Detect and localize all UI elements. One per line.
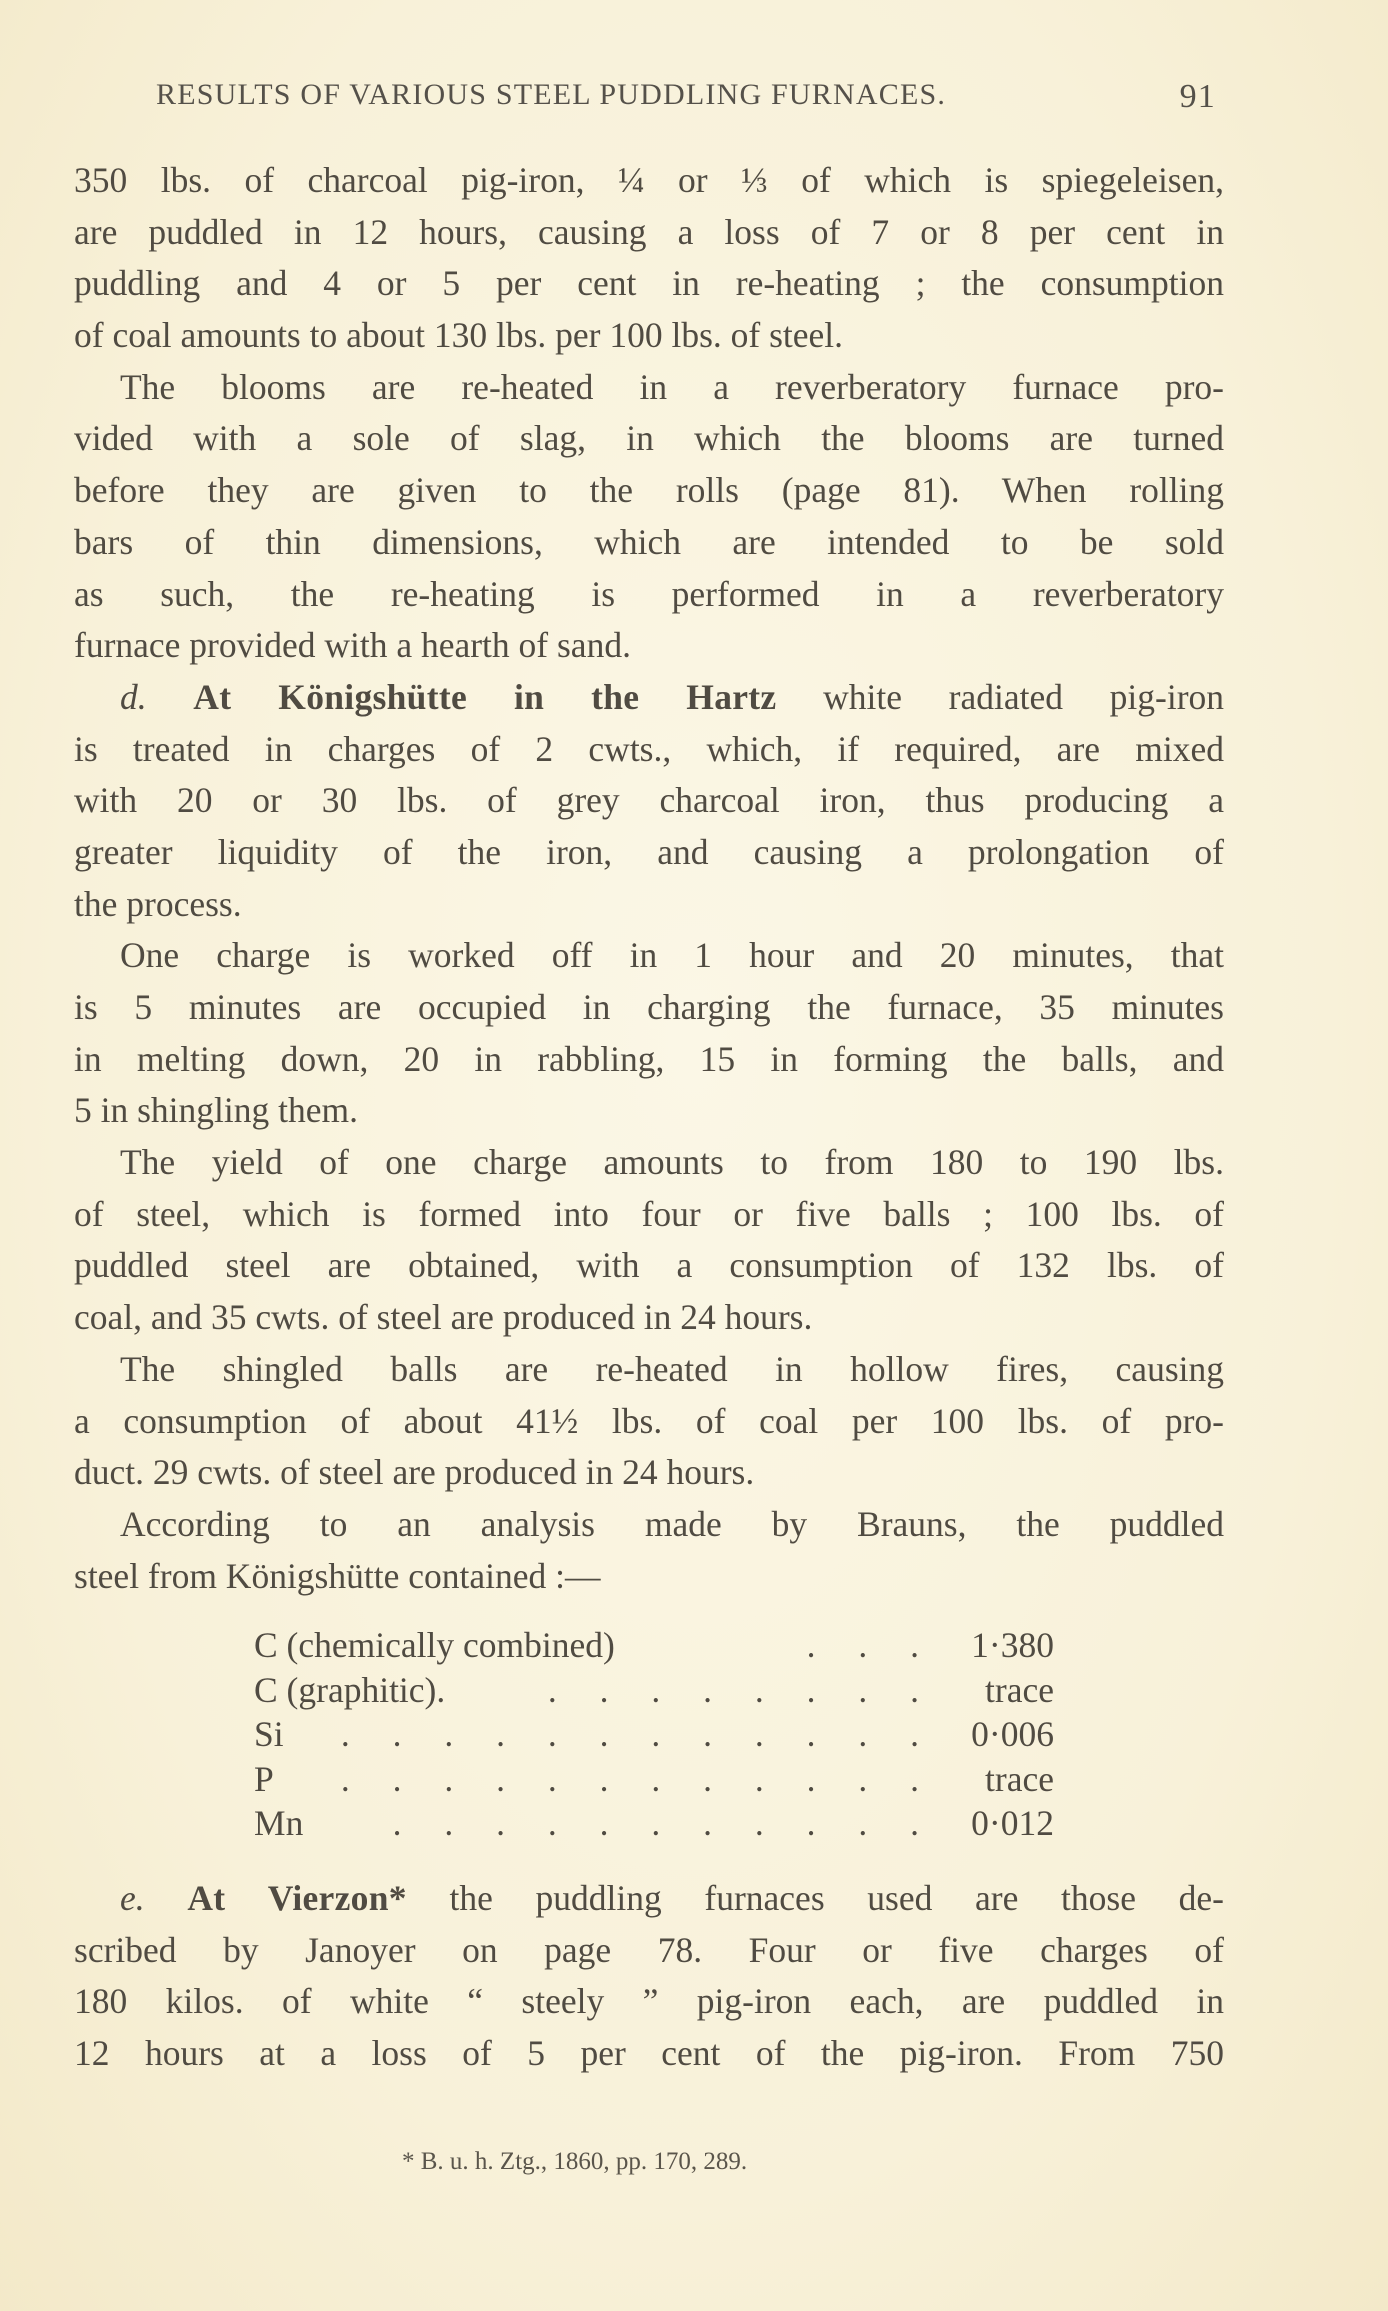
paragraph-continuation <box>74 155 1224 362</box>
text-line: in melting down, 20 in rabbling, 15 in forming the balls, and <box>74 1038 1224 1079</box>
text-line: puddled steel are obtained, with a consumption of 132 lbs. of <box>74 1245 1224 1286</box>
text-line <box>74 1872 1224 1924</box>
analysis-row <box>254 1757 1054 1802</box>
element-name: P <box>254 1758 274 1799</box>
text-line: is 5 minutes are occupied in charging the furnace, 35 minutes <box>74 987 1224 1027</box>
text-line: 350 lbs. of charcoal pig-iron, ¼ or ⅓ of which is spiegeleisen, <box>74 160 1224 200</box>
paragraph-shingled-balls <box>74 1344 1224 1499</box>
text-line: before they are given to the rolls (page 81). When rolling <box>74 470 1224 511</box>
element-name: Mn <box>254 1803 304 1843</box>
text-line: are puddled in 12 hours, causing a loss of 7 or 8 per cent in <box>74 211 1224 252</box>
text-line: with 20 or 30 lbs. of grey charcoal iron, thus producing a <box>74 780 1224 821</box>
element-name: Si <box>254 1714 284 1754</box>
running-head <box>156 78 1216 115</box>
text-line: 5 in shingling them. <box>74 1090 358 1131</box>
footnote <box>402 2148 747 2176</box>
analysis-row <box>254 1668 1054 1713</box>
text-line <box>74 672 1224 724</box>
text-line: The blooms are re-heated in a reverberatory furnace pro- <box>120 366 1224 407</box>
dot-leader: . . . . . . . . . . . <box>392 1803 936 1843</box>
text-line: According to an analysis made by Brauns, the puddled <box>120 1503 1224 1544</box>
element-value: trace <box>985 1669 1054 1710</box>
text-line: duct. 29 cwts. of steel are produced in 24 hours. <box>74 1452 755 1493</box>
running-title: RESULTS OF VARIOUS STEEL PUDDLING FURNACES. <box>156 78 947 111</box>
text-line: is treated in charges of 2 cwts., which, if required, are mixed <box>74 728 1224 769</box>
element-value: 0·006 <box>971 1714 1054 1754</box>
page-number: 91 <box>1179 78 1216 115</box>
text-line: One charge is worked off in 1 hour and 20 minutes, that <box>120 935 1224 976</box>
text-line: of steel, which is formed into four or five balls ; 100 lbs. of <box>74 1193 1224 1234</box>
dot-leader: . . . . . . . . <box>547 1669 936 1710</box>
element-value: 0·012 <box>971 1803 1054 1843</box>
analysis-table <box>254 1623 1054 1846</box>
text-line: a consumption of about 41½ lbs. of coal per 100 lbs. of pro- <box>74 1400 1224 1441</box>
text-line: bars of thin dimensions, which are intended to be sold <box>74 521 1224 562</box>
element-name: C (graphitic). <box>254 1669 446 1710</box>
text-line: 12 hours at a loss of 5 per cent of the pig-iron. From 750 <box>74 2033 1224 2074</box>
analysis-row <box>254 1712 1054 1757</box>
dot-leader: . . . . . . . . . . . . <box>340 1714 936 1754</box>
dot-leader: . . . . . . . . . . . . <box>340 1758 936 1799</box>
text-line: greater liquidity of the iron, and causing a prolongation of <box>74 831 1224 872</box>
text-span: the puddling furnaces used are those de- <box>449 1878 1224 1918</box>
text-line: The shingled balls are re-heated in hollow fires, causing <box>120 1348 1224 1389</box>
section-label: d. <box>120 676 147 717</box>
section-lead: At Vierzon* <box>187 1878 407 1918</box>
text-line: puddling and 4 or 5 per cent in re-heating ; the consumption <box>74 263 1224 304</box>
paragraph-charge-timing <box>74 930 1224 1137</box>
paragraph-blooms <box>74 362 1224 672</box>
footnote-text: B. u. h. Ztg., 1860, pp. 170, 289. <box>420 2148 748 2175</box>
text-line: coal, and 35 cwts. of steel are produced in 24 hours. <box>74 1297 813 1338</box>
text-line: vided with a sole of slag, in which the blooms are turned <box>74 418 1224 459</box>
analysis-row <box>254 1623 1054 1668</box>
section-e-vierzon <box>74 1872 1224 2079</box>
text-span: white radiated pig-iron <box>823 676 1225 717</box>
footnote-marker: * <box>402 2148 415 2175</box>
dot-leader: . . . <box>806 1625 936 1665</box>
section-lead: At Königshütte in the Hartz <box>193 676 777 717</box>
section-d-konigshutte <box>74 672 1224 930</box>
paragraph-analysis-intro <box>74 1499 1224 1602</box>
text-line: as such, the re-heating is performed in a reverberatory <box>74 573 1224 614</box>
element-name: C (chemically combined) <box>254 1625 615 1665</box>
text-line: of coal amounts to about 130 lbs. per 100 lbs. of steel. <box>74 315 844 356</box>
text-line: the process. <box>74 883 242 924</box>
section-label: e. <box>120 1878 145 1918</box>
element-value: trace <box>985 1758 1054 1799</box>
text-line: steel from Königshütte contained :— <box>74 1555 601 1596</box>
body-text <box>74 155 1224 1602</box>
text-line: 180 kilos. of white “ steely ” pig-iron each, are puddled in <box>74 1981 1224 2022</box>
text-line: The yield of one charge amounts to from 180 to 190 lbs. <box>120 1142 1224 1183</box>
paragraph-yield <box>74 1137 1224 1344</box>
text-line: furnace provided with a hearth of sand. <box>74 625 631 666</box>
text-line: scribed by Janoyer on page 78. Four or five charges of <box>74 1929 1224 1970</box>
element-value: 1·380 <box>971 1625 1054 1665</box>
analysis-row <box>254 1801 1054 1846</box>
